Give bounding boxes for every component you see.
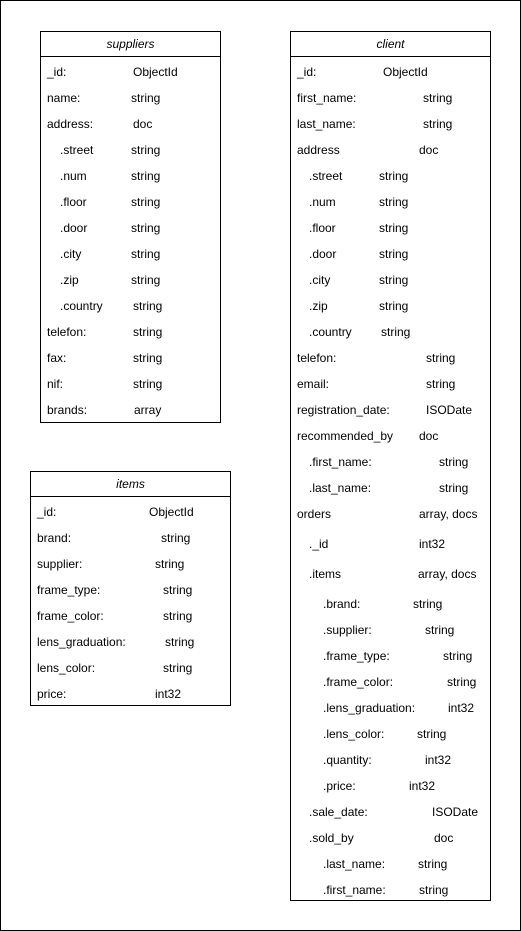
field-name: email: xyxy=(297,377,330,391)
field-type: string xyxy=(131,143,161,157)
field-type: string xyxy=(425,623,455,637)
field-name: orders xyxy=(297,507,332,521)
field-type: string xyxy=(133,377,163,391)
field-name: .door xyxy=(309,247,337,261)
field-name: first_name: xyxy=(297,91,357,105)
field-name: .items xyxy=(309,567,342,581)
field-type: string xyxy=(413,597,443,611)
field-type: string xyxy=(131,273,161,287)
field-name: .country xyxy=(309,325,352,339)
field-type: ISODate xyxy=(426,403,473,417)
field-type: string xyxy=(379,273,409,287)
entity-items[interactable] xyxy=(30,471,231,706)
field-name: _id: xyxy=(37,505,57,519)
field-type: string xyxy=(163,609,193,623)
field-type: string xyxy=(419,883,449,897)
field-name: price: xyxy=(37,687,67,701)
field-type: string xyxy=(165,635,195,649)
field-name: .frame_type: xyxy=(323,649,390,663)
field-type: int32 xyxy=(419,537,446,551)
field-type: string xyxy=(426,377,456,391)
field-type: ObjectId xyxy=(149,505,194,519)
entity-title: items xyxy=(31,472,230,497)
field-type: string xyxy=(131,247,161,261)
field-name: .frame_color: xyxy=(323,675,394,689)
field-type: string xyxy=(163,661,193,675)
field-name: recommended_by xyxy=(297,429,394,443)
field-name: fax: xyxy=(47,351,67,365)
field-type: string xyxy=(426,351,456,365)
field-name: telefon: xyxy=(297,351,337,365)
field-name: supplier: xyxy=(37,557,83,571)
field-name: .city xyxy=(60,247,82,261)
field-type: string xyxy=(133,325,163,339)
entity-title: client xyxy=(291,32,490,57)
field-name: .supplier: xyxy=(323,623,372,637)
field-type: string xyxy=(379,169,409,183)
field-type: string xyxy=(155,557,185,571)
field-name: _id: xyxy=(297,65,317,79)
field-name: .first_name: xyxy=(323,883,386,897)
field-name: .door xyxy=(60,221,88,235)
field-name: ._id xyxy=(309,537,329,551)
field-name: _id: xyxy=(47,65,67,79)
field-name: .floor xyxy=(309,221,336,235)
field-type: string xyxy=(163,583,193,597)
field-type: string xyxy=(133,351,163,365)
field-type: array xyxy=(134,403,162,417)
field-type: string xyxy=(439,481,469,495)
field-name: .street xyxy=(60,143,94,157)
field-name: .street xyxy=(309,169,343,183)
field-type: int32 xyxy=(409,779,436,793)
field-type: array, docs xyxy=(418,567,477,581)
field-name: .last_name: xyxy=(309,481,372,495)
field-type: string xyxy=(131,195,161,209)
field-name: brand: xyxy=(37,531,72,545)
field-type: ObjectId xyxy=(133,65,178,79)
field-name: registration_date: xyxy=(297,403,390,417)
field-type: string xyxy=(161,531,191,545)
field-type: array, docs xyxy=(419,507,478,521)
field-name: .brand: xyxy=(323,597,361,611)
entity-client[interactable] xyxy=(290,31,491,901)
field-name: .lens_color: xyxy=(323,727,385,741)
field-type: string xyxy=(379,221,409,235)
field-type: string xyxy=(379,247,409,261)
field-name: nif: xyxy=(47,377,64,391)
field-type: string xyxy=(447,675,477,689)
field-type: string xyxy=(379,195,409,209)
field-name: .floor xyxy=(60,195,87,209)
field-name: .price: xyxy=(323,779,356,793)
field-type: string xyxy=(131,169,161,183)
field-name: address: xyxy=(47,117,94,131)
field-type: string xyxy=(439,455,469,469)
field-name: .sale_date: xyxy=(309,805,368,819)
field-name: .zip xyxy=(309,299,328,313)
field-type: doc xyxy=(434,831,454,845)
field-name: .lens_graduation: xyxy=(323,701,416,715)
field-type: int32 xyxy=(448,701,475,715)
field-name: frame_color: xyxy=(37,609,104,623)
field-type: string xyxy=(379,299,409,313)
field-name: .zip xyxy=(60,273,79,287)
field-name: .num xyxy=(309,195,336,209)
field-type: doc xyxy=(419,429,439,443)
field-type: ObjectId xyxy=(383,65,428,79)
field-type: string xyxy=(423,117,453,131)
field-name: .sold_by xyxy=(309,831,354,845)
field-type: string xyxy=(131,221,161,235)
field-name: .num xyxy=(60,169,87,183)
field-name: brands: xyxy=(47,403,88,417)
field-type: int32 xyxy=(425,753,452,767)
field-name: .first_name: xyxy=(309,455,372,469)
field-name: .last_name: xyxy=(323,857,386,871)
field-name: frame_type: xyxy=(37,583,101,597)
field-type: string xyxy=(443,649,473,663)
field-name: .country xyxy=(60,299,103,313)
field-type: doc xyxy=(133,117,153,131)
field-name: .city xyxy=(309,273,331,287)
field-type: string xyxy=(133,299,163,313)
entity-suppliers[interactable] xyxy=(40,31,221,423)
field-type: string xyxy=(131,91,161,105)
field-name: .quantity: xyxy=(323,753,372,767)
field-type: doc xyxy=(419,143,439,157)
field-type: ISODate xyxy=(432,805,479,819)
field-name: address xyxy=(297,143,340,157)
entity-title: suppliers xyxy=(41,32,220,57)
field-name: last_name: xyxy=(297,117,356,131)
field-type: string xyxy=(418,857,448,871)
field-name: lens_color: xyxy=(37,661,96,675)
field-type: string xyxy=(417,727,447,741)
field-name: name: xyxy=(47,91,81,105)
field-type: int32 xyxy=(155,687,182,701)
field-type: string xyxy=(423,91,453,105)
field-name: lens_graduation: xyxy=(37,635,126,649)
field-type: string xyxy=(381,325,411,339)
field-name: telefon: xyxy=(47,325,87,339)
